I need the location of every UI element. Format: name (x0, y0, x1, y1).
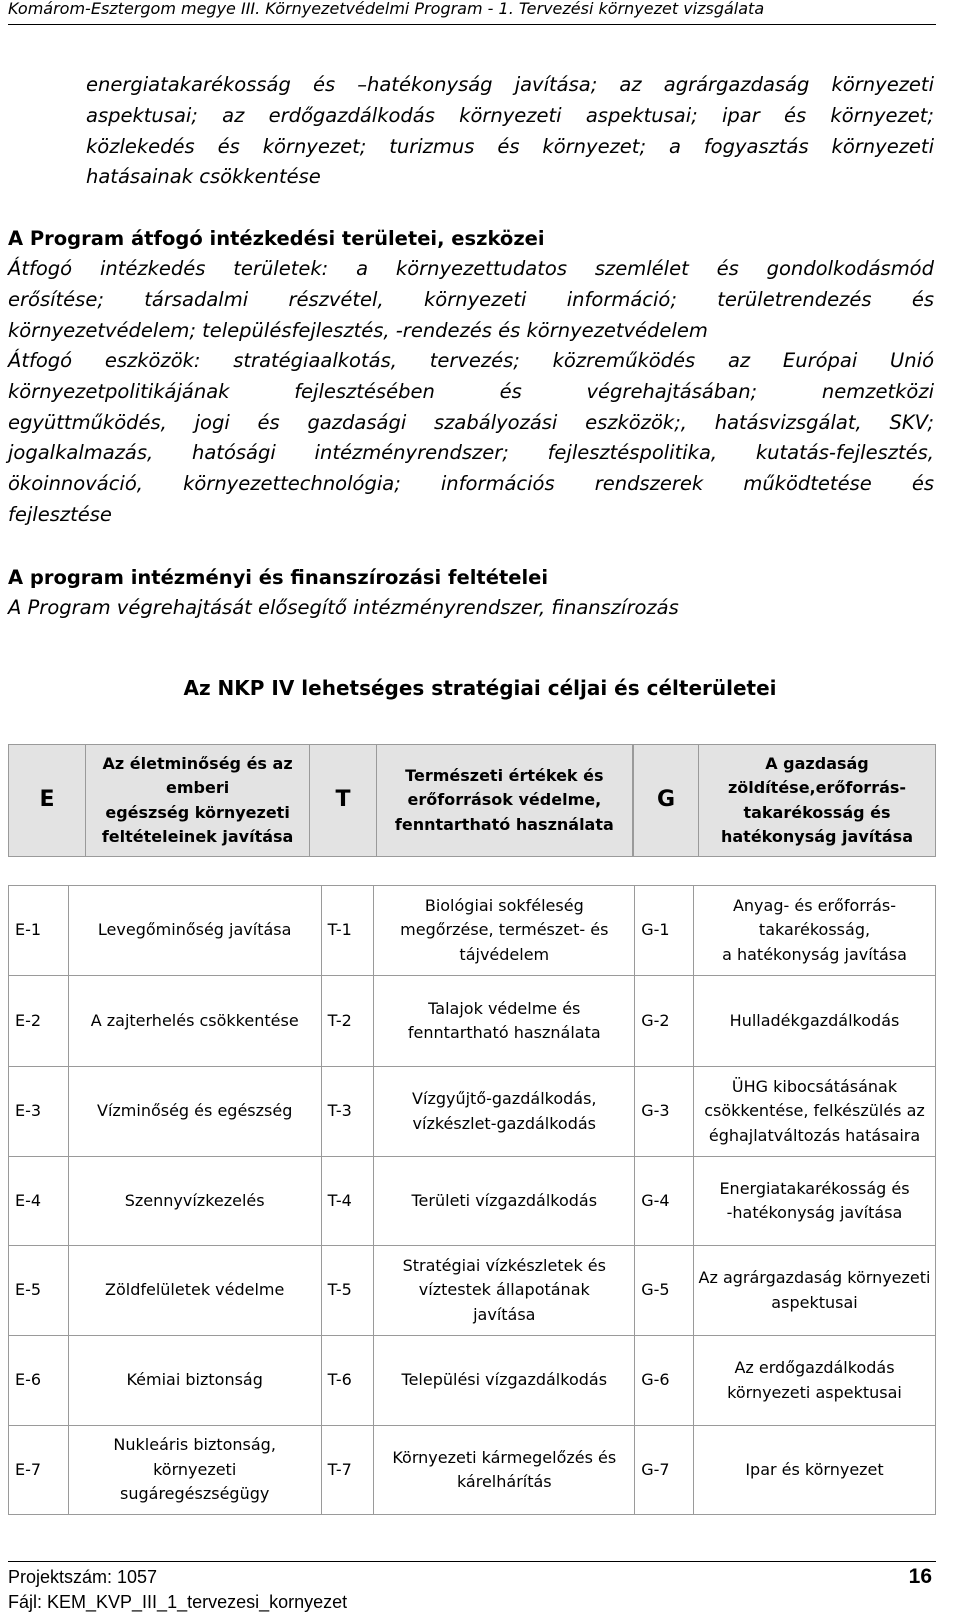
goal-code-g: G-1 (635, 886, 694, 976)
table-row (9, 1246, 936, 1336)
goal-code-t: T-5 (321, 1246, 374, 1336)
cell-line: Nukleáris biztonság, (113, 1435, 276, 1455)
cell-line: Környezeti kármegelőzés és (392, 1447, 617, 1467)
cell-line: Az életminőség és az (102, 753, 293, 773)
cell-line: kárelhárítás (456, 1472, 552, 1491)
cell-line: csökkentése, felkészülés az (704, 1101, 925, 1121)
paragraph-line: fejlesztése (8, 502, 112, 526)
cell-line: fenntartható használata (394, 814, 614, 834)
goal-area-e (68, 1157, 321, 1246)
paragraph-line: ökoinnováció, környezettechnológia; információs rendszerek működtetése és (8, 472, 934, 496)
goal-area-g (694, 976, 936, 1067)
goal-area-e (68, 1246, 321, 1336)
cell-line: zöldítése,erőforrás- (727, 778, 907, 797)
cell-line: Ipar és környezet (745, 1459, 884, 1479)
cell-line: sugáregészségügy (120, 1484, 270, 1504)
table-row (9, 976, 936, 1067)
intro-paragraph (86, 70, 934, 193)
goal-area-e (68, 1426, 321, 1515)
goal-code-t: T-2 (321, 976, 374, 1067)
goal-area-t (374, 1157, 635, 1246)
goal-area-t (374, 1246, 635, 1336)
cell-line: Energiatakarékosság és (719, 1178, 910, 1198)
goal-code-e: E-2 (9, 976, 69, 1067)
intro-line: hatásainak csökkentése (86, 165, 321, 189)
paragraph-line: környezetpolitikájának fejlesztésében és végrehajtásában; nemzetközi (8, 379, 934, 403)
cell-line: Területi vízgazdálkodás (411, 1190, 598, 1210)
cell-line: éghajlatváltozás hatásaira (708, 1125, 921, 1145)
cell-line: Hulladékgazdálkodás (729, 1010, 900, 1030)
institutions-text: A Program végrehajtását elősegítő intézményrendszer, finanszírozás (8, 596, 679, 619)
goal-code-t: T-7 (321, 1426, 374, 1515)
goal-area-t (374, 1336, 635, 1426)
goal-title-g-cell (699, 745, 936, 857)
goal-code-e: E-5 (9, 1246, 69, 1336)
goal-area-t (374, 1426, 635, 1515)
goal-code-g: G-3 (635, 1067, 694, 1157)
cell-line: víztestek állapotának (418, 1280, 590, 1300)
goal-g-header-table (633, 744, 936, 857)
cell-line: Szennyvízkezelés (124, 1190, 265, 1210)
goal-area-t (374, 976, 635, 1067)
page-header: Komárom-Esztergom megye III. Környezetvédelmi Program - 1. Tervezési környezet vizsgálata (8, 0, 936, 25)
table-title: Az NKP IV lehetséges stratégiai céljai és célterületei (183, 676, 777, 700)
paragraph-line: Átfogó intézkedés területek: a környezettudatos szemlélet és gondolkodásmód (8, 257, 934, 280)
cell-line: tájvédelem (459, 944, 550, 964)
cell-line: Levegőminőség javítása (97, 920, 292, 940)
measures-paragraph (8, 254, 934, 346)
footer-rule (8, 1561, 936, 1562)
cell-line: megőrzése, természet- és (400, 920, 609, 940)
goal-code-e: E-4 (9, 1157, 69, 1246)
goal-area-g (694, 886, 936, 976)
goal-code-g: G-2 (635, 976, 694, 1067)
cell-line: egészség környezeti (105, 802, 290, 822)
tools-paragraph (8, 346, 934, 531)
file-name: Fájl: KEM_KVP_III_1_tervezesi_kornyezet (8, 1592, 348, 1612)
goal-area-g (694, 1336, 936, 1426)
table-row (9, 1426, 936, 1515)
goal-code-t: T-4 (321, 1157, 374, 1246)
cell-line: Természeti értékek és (405, 765, 604, 785)
cell-line: A zajterhelés csökkentése (90, 1010, 299, 1030)
table-row (9, 1067, 936, 1157)
table-row (9, 1336, 936, 1426)
goal-area-e (68, 886, 321, 976)
goal-code-e: E-7 (9, 1426, 69, 1515)
table-row (9, 886, 936, 976)
goal-code-g: G-7 (635, 1426, 694, 1515)
cell-line: emberi (165, 778, 230, 797)
cell-line: takarékosság, (758, 920, 871, 940)
goal-area-g (694, 1246, 936, 1336)
goal-area-g (694, 1157, 936, 1246)
goal-area-e (68, 976, 321, 1067)
cell-line: -hatékonyság javítása (726, 1203, 903, 1222)
section-heading-measures: A Program átfogó intézkedési területei, eszközei (8, 227, 545, 250)
goal-title-t (376, 745, 632, 857)
cell-line: Talajok védelme és (428, 998, 581, 1018)
goal-area-t (374, 886, 635, 976)
goal-code-t: T-1 (321, 886, 374, 976)
paragraph-line: Átfogó eszközök: stratégiaalkotás, tervezés; közreműködés az Európai Unió (8, 349, 934, 372)
cell-line: Kémiai biztonság (126, 1370, 263, 1390)
cell-line: A gazdaság (765, 753, 869, 773)
goal-letter-e: E (9, 745, 86, 857)
cell-line: Települési vízgazdálkodás (401, 1370, 608, 1390)
goal-code-e: E-1 (9, 886, 69, 976)
cell-line: Az agrárgazdaság környezeti (698, 1268, 931, 1287)
table-row (9, 1157, 936, 1246)
goal-code-t: T-6 (321, 1336, 374, 1426)
goal-area-g (694, 1067, 936, 1157)
paragraph-line: erősítése; társadalmi részvétel, környezeti információ; területrendezés és (8, 287, 934, 311)
paragraph-line: együttműködés, jogi és gazdasági szabályozási eszközök;, hatásvizsgálat, SKV; (8, 410, 934, 434)
goal-code-g: G-6 (635, 1336, 694, 1426)
paragraph-line: jogalkalmazás, hatósági intézményrendszer; fejlesztéspolitika, kutatás-fejlesztés, (8, 441, 934, 465)
goal-code-g: G-5 (635, 1246, 694, 1336)
cell-line: Vízminőség és egészség (97, 1101, 293, 1121)
goal-code-t: T-3 (321, 1067, 374, 1157)
intro-line: energiatakarékosság és –hatékonyság javítása; az agrárgazdaság környezeti (86, 73, 934, 96)
goal-area-g (694, 1426, 936, 1515)
cell-line: fenntartható használata (407, 1023, 601, 1042)
cell-line: Zöldfelületek védelme (105, 1280, 285, 1300)
cell-line: vízkészlet-gazdálkodás (412, 1113, 597, 1133)
project-number: Projektszám: 1057 (8, 1567, 158, 1587)
page-number: 16 (908, 1565, 932, 1588)
cell-line: Stratégiai vízkészletek és (402, 1255, 606, 1275)
cell-line: Vízgyűjtő-gazdálkodás, (412, 1089, 597, 1108)
cell-line: javítása (473, 1304, 536, 1324)
goal-code-e: E-6 (9, 1336, 69, 1426)
cell-line: ÜHG kibocsátásának (731, 1076, 898, 1096)
goal-area-t (374, 1067, 635, 1157)
goal-area-e (68, 1067, 321, 1157)
cell-line: környezeti aspektusai (727, 1382, 902, 1402)
cell-line: erőforrások védelme, (407, 790, 602, 810)
goal-letter-g-cell: G (634, 745, 699, 857)
goals-header-table (8, 744, 633, 857)
goal-area-e (68, 1336, 321, 1426)
goal-title-e (85, 745, 309, 857)
paragraph-line: környezetvédelem; településfejlesztés, -rendezés és környezetvédelem (8, 318, 708, 342)
cell-line: Biológiai sokféleség (424, 895, 584, 915)
goals-detail-table (8, 885, 936, 1515)
section-heading-institutions: A program intézményi és finanszírozási feltételei (8, 566, 549, 589)
intro-line: aspektusai; az erdőgazdálkodás környezeti aspektusai; ipar és környezet; (86, 103, 934, 127)
cell-line: takarékosság és (743, 802, 891, 822)
goal-letter-t: T (310, 745, 376, 857)
goal-code-e: E-3 (9, 1067, 69, 1157)
cell-line: a hatékonyság javítása (722, 944, 907, 964)
intro-line: közlekedés és környezet; turizmus és környezet; a fogyasztás környezeti (86, 134, 934, 158)
goal-code-g: G-4 (635, 1157, 694, 1246)
cell-line: Az erdőgazdálkodás (734, 1358, 895, 1377)
goals-detail-body (9, 886, 936, 1515)
cell-line: feltételeinek javítása (101, 827, 294, 846)
cell-line: Anyag- és erőforrás- (732, 895, 897, 915)
cell-line: hatékonyság javítása (720, 827, 913, 846)
cell-line: környezeti (153, 1459, 237, 1479)
cell-line: aspektusai (771, 1292, 858, 1312)
